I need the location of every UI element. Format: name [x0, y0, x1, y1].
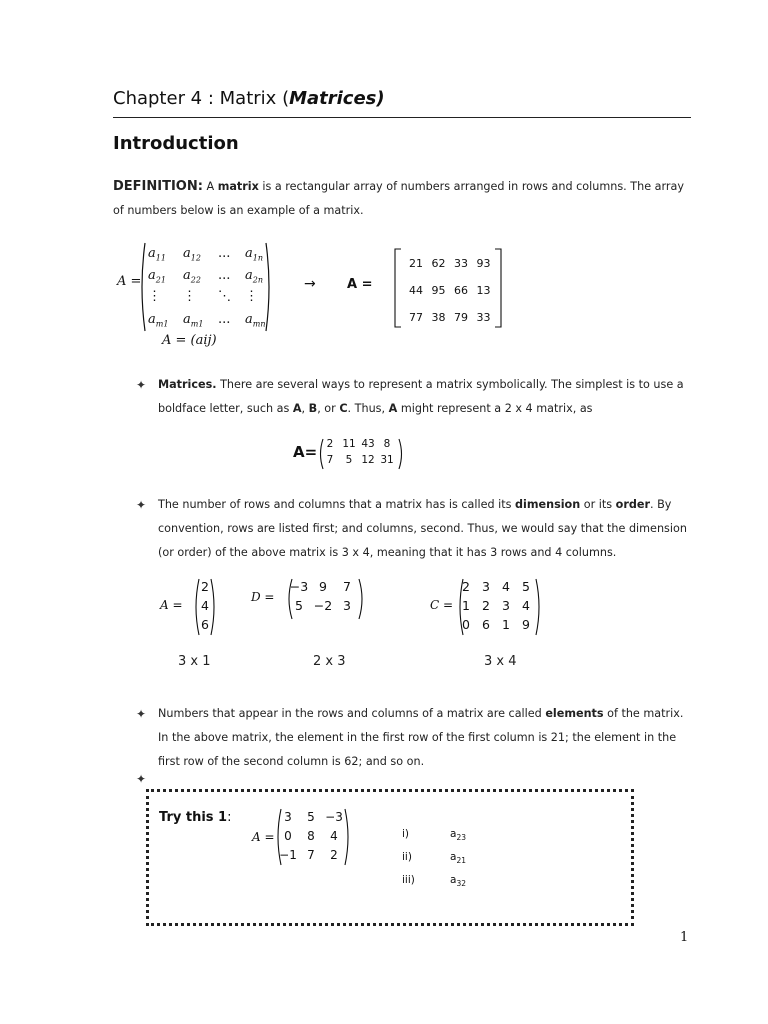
example-matrix-left-bracket [394, 248, 402, 328]
dim-example-c-label: 3 x 4 [484, 654, 517, 669]
diamond-star-icon: ✦ [136, 707, 147, 721]
matrix-2x4-cell: 43 [361, 438, 375, 450]
letter-a: A [292, 402, 302, 415]
dim-example-d-lhs: D = [251, 590, 275, 604]
general-matrix-cell: $a_{12}$ [183, 246, 201, 263]
definition-paragraph [113, 175, 693, 223]
dim-example-d-cell: −3 [289, 579, 309, 594]
general-matrix-cell: $a_{mn}$ [245, 312, 266, 329]
dim-example-c-cell: 1 [502, 617, 510, 632]
dim-example-c-cell: 2 [462, 579, 470, 594]
matrix-2x4-cell: 5 [345, 454, 353, 466]
chapter-open-paren: ( [282, 88, 290, 109]
bullet-dimension-text-c: . By convention, rows are listed first; and columns, second. Thus, we would say that the dimension (or order) of the above matrix is 3 x 4, meaning that it has 3 rows and 4 columns. [158, 498, 687, 559]
try-this-cell: 3 [284, 810, 292, 824]
try-this-cell: 8 [307, 829, 315, 843]
try-this-box [146, 789, 634, 926]
diamond-star-icon: ✦ [136, 498, 147, 512]
dim-example-d-label: 2 x 3 [313, 654, 346, 669]
question-element: $a_{21}$ [450, 851, 466, 866]
general-matrix-cell: $a_{1n}$ [245, 246, 264, 263]
general-matrix-caption: A = (aij) [162, 333, 217, 348]
letter-b: B [308, 402, 318, 415]
general-matrix-cell: $a_{2n}$ [245, 268, 264, 285]
diamond-star-icon: ✦ [136, 378, 147, 392]
example-matrix-cell: 77 [409, 311, 423, 324]
letter-a-repeat: A [388, 402, 398, 415]
dim-example-c-cell: 1 [462, 598, 470, 613]
page-number: 1 [680, 930, 689, 945]
example-matrix-cell: 33 [476, 311, 491, 324]
example-matrix-cell: 13 [476, 284, 491, 297]
intro-heading: Introduction [113, 133, 239, 154]
dim-example-c-cell: 9 [522, 617, 530, 632]
try-this-cell: 2 [330, 848, 338, 862]
try-this-cell: 5 [307, 810, 315, 824]
dim-example-d-cell: 9 [319, 579, 327, 594]
chapter-header [113, 88, 691, 118]
try-this-right-paren [344, 808, 351, 866]
bullet-elements [158, 702, 694, 774]
example-matrix-cell: 21 [409, 257, 423, 270]
dim-example-c-cell: 5 [522, 579, 530, 594]
question-element-subscript: 32 [456, 879, 466, 889]
matrix-2x4-cell: 7 [326, 454, 334, 466]
try-this-cell: 7 [307, 848, 315, 862]
dim-example-d-cell: 7 [343, 579, 351, 594]
example-matrix-cell: 95 [431, 284, 446, 297]
dim-example-d-cell: −2 [313, 598, 333, 613]
matrix-2x4-cell: 8 [383, 438, 391, 450]
dim-example-c-lhs: C = [430, 598, 454, 612]
general-matrix-cell: $a_{m1}$ [183, 312, 204, 329]
general-matrix-cell: ⋮ [183, 289, 196, 304]
bullet-matrices-text2: might represent a 2 x 4 matrix, as [397, 402, 593, 415]
diamond-star-icon: ✦ [136, 772, 147, 786]
try-this-lhs: A = [252, 830, 275, 844]
matrix-2x4-cell: 2 [326, 438, 334, 450]
try-this-cell: 4 [330, 829, 338, 843]
example-matrix-cell: 33 [454, 257, 468, 270]
definition-text-before: A [202, 180, 218, 193]
general-matrix-cell: $a_{22}$ [183, 268, 201, 285]
question-label: iii) [402, 874, 415, 886]
dim-example-c-cell: 2 [482, 598, 490, 613]
example-matrix-cell: 44 [409, 284, 423, 297]
general-matrix-right-paren [265, 242, 273, 332]
question-element: $a_{32}$ [450, 874, 466, 889]
dim-example-c-cell: 4 [522, 598, 530, 613]
try-this-title [159, 810, 231, 825]
chapter-subtitle: Matrices) [289, 88, 385, 109]
dim-example-a-label: 3 x 1 [178, 654, 211, 669]
try-this-colon: : [227, 810, 232, 825]
question-label: i) [402, 828, 410, 840]
dim-example-c-cell: 3 [502, 598, 510, 613]
general-matrix-cell: $a_{11}$ [148, 246, 166, 263]
term-elements: elements [545, 707, 604, 720]
bullet-dimension [158, 493, 690, 565]
dim-example-c-cell: 3 [482, 579, 490, 594]
matrix-2x4-cell: 11 [342, 438, 356, 450]
bullet-matrices-lead: Matrices. [158, 378, 217, 391]
example-matrix-cell: 66 [454, 284, 468, 297]
definition-term: DEFINITION: [113, 179, 203, 194]
example-matrix-cell: 79 [454, 311, 468, 324]
dim-example-c-cell: 4 [502, 579, 510, 594]
term-order: order [615, 498, 650, 511]
try-this-cell: −3 [325, 810, 343, 824]
bullet-elements-text-b: of the matrix. In the above matrix, the element in the first row of the first column is 21; the element in the first row of the second column is 62; and so on. [158, 707, 684, 768]
dim-example-c-cell: 0 [462, 617, 470, 632]
matrix-2x4-cell: 31 [380, 454, 394, 466]
general-matrix-cell: ... [218, 268, 231, 283]
example-matrix-cell: 62 [431, 257, 446, 270]
dim-example-d-right-paren [358, 578, 365, 620]
bullet-matrices: Matrices. There are several ways to represent a matrix symbolically. The simplest is to use a boldface letter, such as A, B, or C. Thus, A might represent a 2 x 4 matrix, as [158, 378, 684, 415]
dim-example-c-right-paren [535, 578, 542, 636]
example-matrix-lhs: A = [347, 277, 373, 292]
example-matrix-cell: 93 [476, 257, 491, 270]
matrix-2x4-lhs: A= [293, 443, 318, 461]
right-arrow-icon: → [304, 276, 316, 292]
term-dimension: dimension [515, 498, 581, 511]
general-matrix-lhs: A = [117, 274, 142, 289]
matrix-2x4-cell: 12 [361, 454, 375, 466]
dim-example-a-cell: 6 [201, 617, 209, 632]
general-matrix-cell: ... [218, 312, 231, 327]
chapter-title: Chapter 4 : Matrix [113, 88, 277, 109]
general-matrix-cell: ⋱ [218, 289, 231, 304]
definition-text-after: is a rectangular array of numbers arranged in rows and columns. The array of numbers below is an example of a matrix. [113, 180, 684, 217]
dim-example-c-cell: 6 [482, 617, 490, 632]
try-this-cell: −1 [279, 848, 297, 862]
general-matrix-cell: ⋮ [245, 289, 258, 304]
general-matrix-cell: $a_{m1}$ [148, 312, 169, 329]
general-matrix-left-paren [138, 242, 146, 332]
question-element: $a_{23}$ [450, 828, 466, 843]
try-this-title-text: Try this 1 [159, 810, 228, 825]
dim-example-d-cell: 5 [295, 598, 303, 613]
letter-c: C [339, 402, 348, 415]
general-matrix-cell: $a_{21}$ [148, 268, 166, 285]
general-matrix-cell: ⋮ [148, 289, 161, 304]
example-matrix-cell: 38 [431, 311, 446, 324]
bullet-dimension-text-b: or its [580, 498, 616, 511]
question-label: ii) [402, 851, 412, 863]
bullet-dimension-text-a: The number of rows and columns that a matrix has is called its [158, 498, 516, 511]
definition-bold-word: matrix [217, 180, 259, 193]
dim-example-d-cell: 3 [343, 598, 351, 613]
dim-example-a-lhs: A = [160, 598, 183, 612]
dim-example-a-cell: 2 [201, 579, 209, 594]
question-element-subscript: 21 [456, 856, 466, 866]
general-matrix-cell: ... [218, 246, 231, 261]
bullet-matrices-text: There are several ways to represent a matrix symbolically. The simplest is to use a boldface letter, such as [158, 378, 684, 415]
dim-example-a-cell: 4 [201, 598, 209, 613]
try-this-cell: 0 [284, 829, 292, 843]
question-element-subscript: 23 [456, 833, 466, 843]
bullet-elements-text-a: Numbers that appear in the rows and columns of a matrix are called [158, 707, 546, 720]
